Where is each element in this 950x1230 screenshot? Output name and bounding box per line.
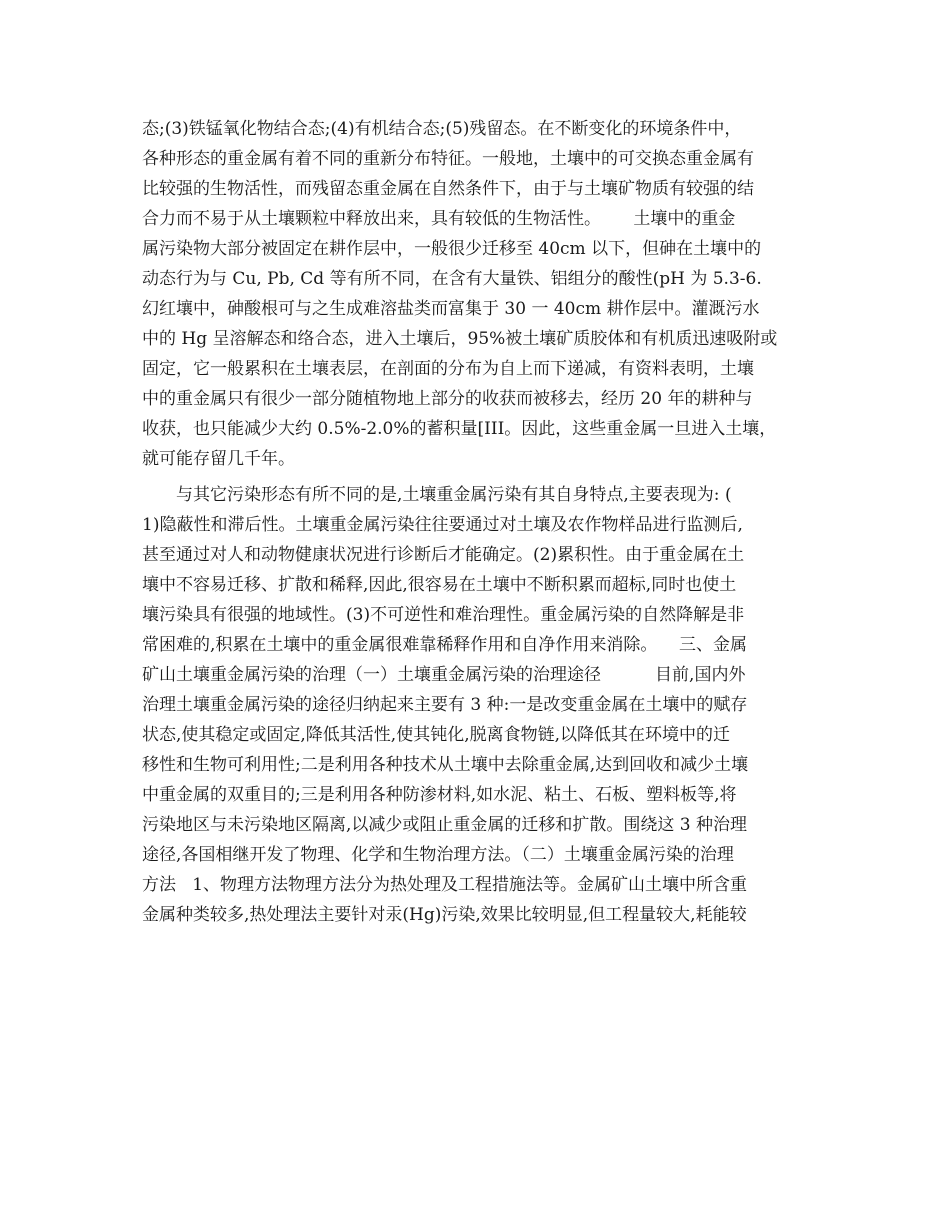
paragraph-line: 甚至通过对人和动物健康状况进行诊断后才能确定。(2)累积性。由于重金属在土: [142, 545, 745, 565]
paragraph-line: 幻红壤中，砷酸根可与之生成难溶盐类而富集于 30 一 40cm 耕作层中。灌溉污水: [142, 299, 760, 319]
paragraph-line: 动态行为与 Cu, Pb, Cd 等有所不同，在含有大量铁、铝组分的酸性(pH 为 5.3-6.: [142, 269, 762, 289]
paragraph-line: 壤污染具有很强的地域性。(3)不可逆性和难治理性。重金属污染的自然降解是非: [142, 605, 745, 625]
paragraph-line: 比较强的生物活性，而残留态重金属在自然条件下，由于与土壤矿物质有较强的结: [142, 179, 754, 199]
paragraph-1: [142, 114, 818, 474]
paragraph-2: [142, 480, 818, 930]
paragraph-line: 矿山土壤重金属污染的治理（一）土壤重金属污染的治理途径 目前,国内外: [142, 665, 746, 685]
paragraph-line: 状态,使其稳定或固定,降低其活性,使其钝化,脱离食物链,以降低其在环境中的迁: [142, 725, 731, 745]
paragraph-line: 固定，它一般累积在土壤表层，在剖面的分布为自上而下递减，有资料表明，土壤: [142, 359, 754, 379]
paragraph-line: 污染地区与未污染地区隔离,以减少或阻止重金属的迁移和扩散。围绕这 3 种治理: [142, 815, 748, 835]
paragraph-line: 中的重金属只有很少一部分随植物地上部分的收获而被移去，经历 20 年的耕种与: [142, 389, 753, 409]
paragraph-line: 方法 1、物理方法物理方法分为热处理及工程措施法等。金属矿山土壤中所含重: [142, 875, 748, 895]
paragraph-line: 途径,各国相继开发了物理、化学和生物治理方法。（二）土壤重金属污染的治理: [142, 845, 734, 865]
paragraph-line: 中重金属的双重目的;三是利用各种防渗材料,如水泥、粘土、石板、塑料板等,将: [142, 785, 737, 805]
paragraph-line: 1)隐蔽性和滞后性。土壤重金属污染往往要通过对土壤及农作物样品进行监测后,: [142, 515, 743, 535]
paragraph-line: 就可能存留几千年。: [142, 449, 295, 469]
paragraph-line: 金属种类较多,热处理法主要针对汞(Hg)污染,效果比较明显,但工程量较大,耗能较: [142, 905, 747, 925]
paragraph-line: 收获，也只能减少大约 0.5%-2.0%的蓄积量[III。因此，这些重金属一旦进入土壤，: [142, 419, 777, 439]
paragraph-line: 与其它污染形态有所不同的是,土壤重金属污染有其自身特点,主要表现为: (: [176, 485, 732, 505]
paragraph-line: 常困难的,积累在土壤中的重金属很难靠稀释作用和自净作用来消除。 三、金属: [142, 635, 748, 655]
paragraph-line: 移性和生物可利用性;二是利用各种技术从土壤中去除重金属,达到回收和减少土壤: [142, 755, 749, 775]
paragraph-line: 壤中不容易迁移、扩散和稀释,因此,很容易在土壤中不断积累而超标,同时也使土: [142, 575, 737, 595]
paragraph-line: 态;(3)铁锰氧化物结合态;(4)有机结合态;(5)残留态。在不断变化的环境条件中，: [142, 119, 742, 139]
body-text: [142, 114, 818, 930]
paragraph-line: 合力而不易于从土壤颗粒中释放出来，具有较低的生物活性。 土壤中的重金: [142, 209, 736, 229]
paragraph-line: 属污染物大部分被固定在耕作层中，一般很少迁移至 40cm 以下，但砷在土壤中的: [142, 239, 762, 259]
paragraph-line: 中的 Hg 呈溶解态和络合态，进入土壤后，95%被土壤矿质胶体和有机质迅速吸附或: [142, 329, 778, 349]
paragraph-line: 各种形态的重金属有着不同的重新分布特征。一般地，土壤中的可交换态重金属有: [142, 149, 754, 169]
paragraph-line: 治理土壤重金属污染的途径归纳起来主要有 3 种:一是改变重金属在土壤中的赋存: [142, 695, 748, 715]
